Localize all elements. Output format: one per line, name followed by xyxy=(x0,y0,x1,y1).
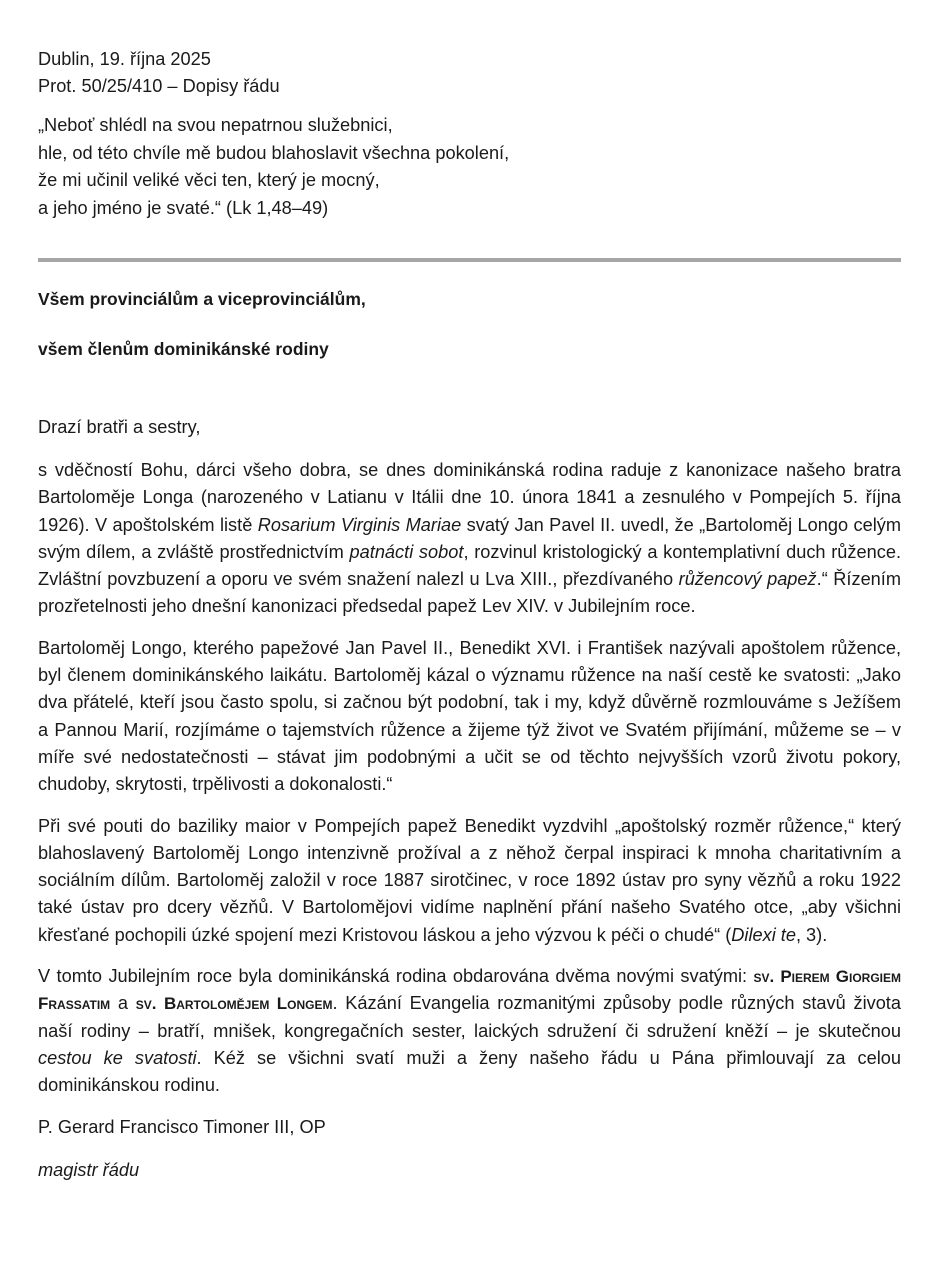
horizontal-divider xyxy=(38,258,901,262)
paragraph-3 xyxy=(38,813,901,949)
text-run: s vděčností Bohu, dárci všeho dobra, se dnes dominikánská rodina raduje z kanonizace našeho bratra Bartoloměje Longa (narozeného v Latianu v Itálii dne 10. února 1841 a zesnulého v Pompejích 5. října 1926). V apoštolském listě xyxy=(38,460,901,535)
salutation: Drazí bratři a sestry, xyxy=(38,417,201,437)
text-run: , rozvinul kristologický a kontemplativní duch růžence. Zvláštní povzbuzení a oporu ve svém snažení nalezl u Lva XIII., přezdívaného xyxy=(38,541,902,590)
text-run: . Kázání Evangelia rozmanitými způsoby podle různých stavů života naší rodiny – bratří, mnišek, kongregačních sester, laických sdružení či sdružení kněží – je skutečnou xyxy=(38,993,901,1041)
epigraph-line: „Neboť shlédl na svou nepatrnou služebnici, xyxy=(38,115,393,135)
letter-header xyxy=(38,46,901,100)
date-line: Dublin, 19. října 2025 xyxy=(38,49,211,69)
paragraph-1 xyxy=(38,457,901,621)
signature-title: magistr řádu xyxy=(38,1159,140,1180)
text-run: , 3). xyxy=(795,924,828,945)
text-run: a xyxy=(110,993,136,1014)
letter-page xyxy=(38,46,901,222)
letter-body xyxy=(38,414,901,1184)
protocol-line: Prot. 50/25/410 – Dopisy řádu xyxy=(38,76,280,96)
epigraph-line: že mi učinil veliké věci ten, který je mocný, xyxy=(38,170,380,190)
text-run: .“ Řízením prozřetelnosti jeho dnešní kanonizaci předsedal papež Lev XIV. v Jubilejním roce. xyxy=(38,569,901,617)
italic-title: Dilexi te xyxy=(731,924,796,945)
italic-phrase: patnácti sobot xyxy=(349,541,464,562)
epigraph-line: hle, od této chvíle mě budou blahoslavit všechna pokolení, xyxy=(38,142,510,163)
paragraph-2: Bartoloměj Longo, kterého papežové Jan Pavel II., Benedikt XVI. i František nazývali apoštolem růžence, byl členem dominikánského laikátu. Bartoloměj kázal o významu růžence na naší cestě ke svatosti: „Jako dva přátelé, kteří jsou často spolu, si začnou být podobní, tak i my, když důvěrně rozmlouváme s Ježíšem a Pannou Marií, rozjímáme o tajemstvích růžence a žijeme týž život ve Svatém přijímání, můžeme se – v míře své nedostatečnosti – stávat jim podobnými a učit se od těchto nejvyšších vzorů životu pokory, chudoby, skrytosti, trpělivosti a dokonalosti.“ xyxy=(38,637,901,795)
addressee-line: všem členům dominikánské rodiny xyxy=(38,339,329,359)
text-run: . Kéž se všichni svatí muži a ženy našeho řádu u Pána přimlouvají za celou dominikánskou rodinu. xyxy=(38,1047,901,1096)
signature-name: P. Gerard Francisco Timoner III, OP xyxy=(38,1116,326,1137)
paragraph-4 xyxy=(38,963,901,1099)
addressee-line: Všem provinciálům a viceprovinciálům, xyxy=(38,289,366,309)
text-run: V tomto Jubilejním roce byla dominikánská rodina obdarována dvěma novými svatými: xyxy=(38,966,754,987)
italic-title: Rosarium Virginis Mariae xyxy=(257,514,462,535)
addressees xyxy=(38,286,901,362)
epigraph-quote xyxy=(38,112,901,222)
italic-phrase: růžencový papež xyxy=(678,569,817,590)
text-run: Při své pouti do baziliky maior v Pompejích papež Benedikt vyzdvihl „apoštolský rozměr růžence,“ který blahoslavený Bartoloměj Longo intenzivně prožíval a z něhož čerpal inspiraci k mnoha charitativním a sociálním dílům. Bartoloměj založil v roce 1887 sirotčinec, v roce 1892 ústav pro syny vězňů a roku 1922 také ústav pro dcery vězňů. V Bartolomějovi vidíme naplnění přání našeho Svatého otce, „aby všichni křesťané pochopili úzké spojení mezi Kristovou láskou a jeho výzvou k péči o chudé“ ( xyxy=(38,815,901,945)
italic-phrase: cestou ke svatosti xyxy=(38,1047,197,1068)
text-run: svatý Jan Pavel II. uvedl, že „Bartoloměj Longo celým svým dílem, a zvláště prostřednictvím xyxy=(38,514,901,562)
saint-name: sv. Pierem Giorgiem Frassatim xyxy=(38,967,901,1014)
saint-name: sv. Bartolomějem Longem xyxy=(135,994,333,1014)
epigraph-line: a jeho jméno je svaté.“ (Lk 1,48–49) xyxy=(38,197,329,218)
